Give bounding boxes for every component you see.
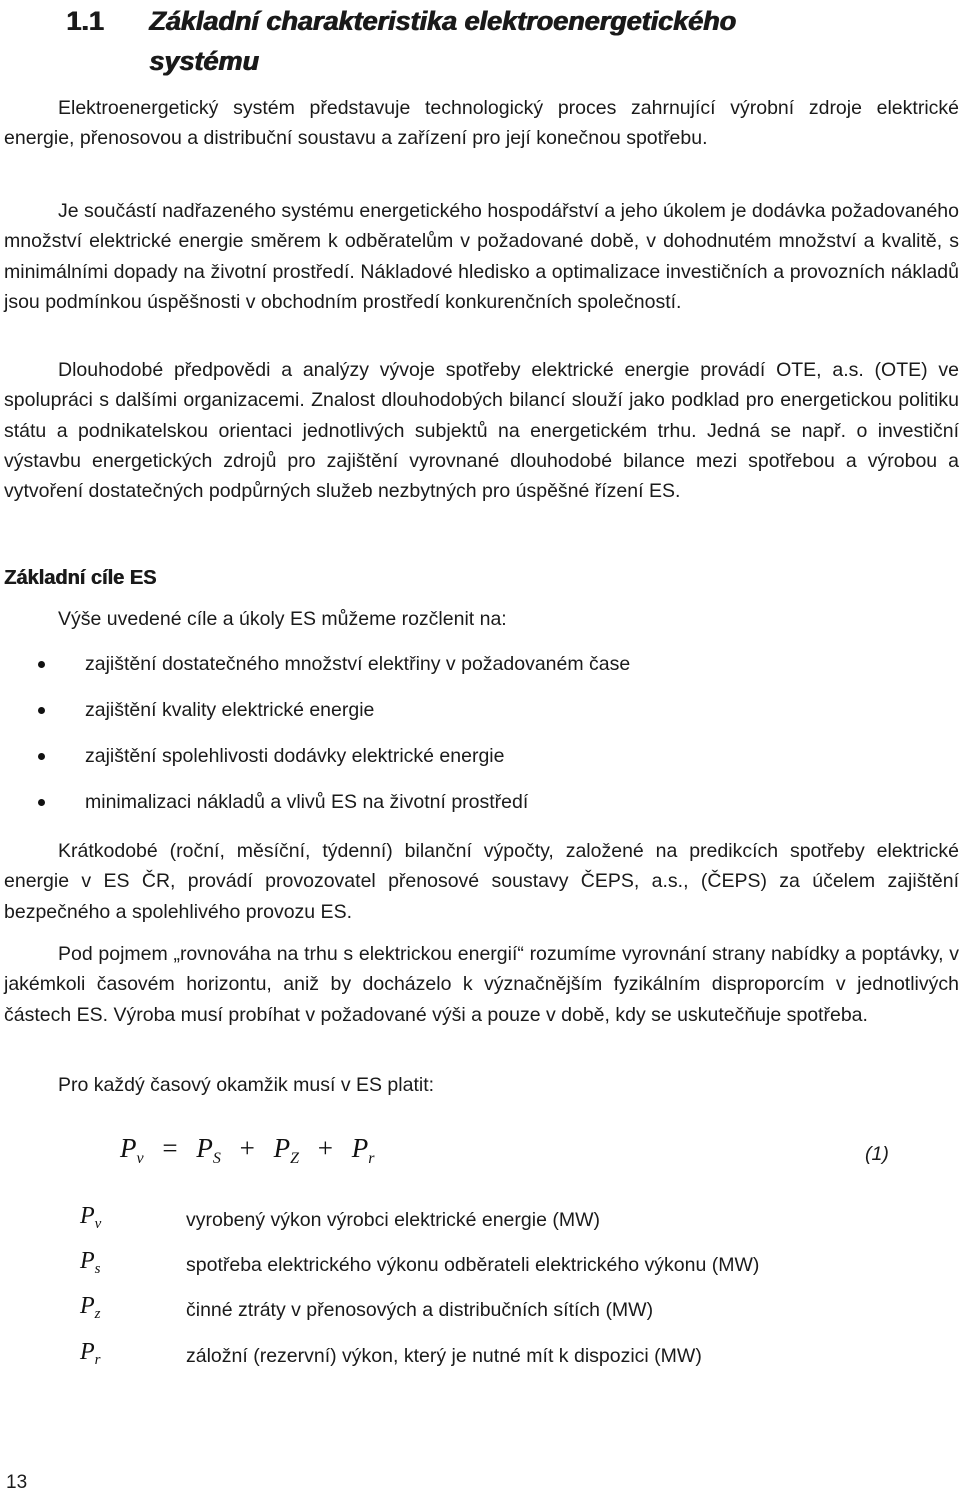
- legend-description: činné ztráty v přenosových a distribučních sítích (MW): [186, 1299, 654, 1321]
- legend-symbol: $P_z$: [80, 1293, 101, 1322]
- paragraph-5: Pod pojmem „rovnováha na trhu s elektrickou energií“ rozumíme vyrovnání strany nabídky a poptávky, v jakémkoli časovém horizontu, aniž by docházelo k význačnějším fyzikálním disproporcím v jednotlivých částech ES. Výroba musí probíhat v požadované výši a pouze v době, kdy se uskutečňuje spotřeba.: [4, 943, 959, 1026]
- list-item: zajištění spolehlivosti dodávky elektrické energie: [0, 741, 960, 787]
- paragraph-6: Pro každý časový okamžik musí v ES platit:: [58, 1074, 435, 1096]
- legend-symbol: $P_v$: [80, 1203, 102, 1232]
- section-number: 1.1: [66, 6, 104, 36]
- legend-symbol: $P_s$: [80, 1248, 101, 1277]
- legend-symbol: $P_r$: [80, 1339, 101, 1368]
- page-number: 13: [6, 1472, 28, 1493]
- legend-row: [0, 1293, 960, 1337]
- legend-description: záložní (rezervní) výkon, který je nutné mít k dispozici (MW): [186, 1345, 702, 1367]
- legend-description: spotřeba elektrického výkonu odběrateli elektrického výkonu (MW): [186, 1254, 760, 1276]
- subheading-goals: Základní cíle ES: [4, 567, 157, 589]
- paragraph-4: Krátkodobé (roční, měsíční, týdenní) bilanční výpočty, založené na predikcích spotřeby elektrické energie v ES ČR, provádí provozovatel přenosové soustavy ČEPS, a.s., (ČEPS) za účelem zajištění bezpečného a spolehlivého provozu ES.: [4, 840, 959, 923]
- bullets-intro: Výše uvedené cíle a úkoly ES můžeme rozčlenit na:: [58, 608, 507, 630]
- paragraph-1: Elektroenergetický systém představuje technologický proces zahrnující výrobní zdroje elektrické energie, přenosovou a distribuční soustavu a zařízení pro její konečnou spotřebu.: [4, 97, 959, 150]
- legend-row: [0, 1248, 960, 1292]
- section-title-line1: Základní charakteristika elektroenergetického: [149, 6, 736, 36]
- legend-description: vyrobený výkon výrobci elektrické energie (MW): [186, 1209, 600, 1231]
- legend-row: [0, 1339, 960, 1383]
- bullet-icon: [38, 753, 45, 760]
- legend-row: [0, 1203, 960, 1247]
- bullet-icon: [38, 799, 45, 806]
- section-title-line2: systému: [149, 46, 259, 76]
- paragraph-3: Dlouhodobé předpovědi a analýzy vývoje spotřeby elektrické energie provádí OTE, a.s. (OTE) ve spolupráci s dalšími organizacemi. Znalost dlouhodobých bilancí slouží jako podklad pro energetickou politiku státu a podnikatelskou orientaci jednotlivých subjektů na energetickém trhu. Jedná se např. o investiční výstavbu energetických zdrojů pro zajištění vyrovnané dlouhodobé bilance mezi spotřebou a výrobou a vytvoření dostatečných podpůrných služeb nezbytných pro úspěšné řízení ES.: [4, 359, 959, 503]
- paragraph-2: Je součástí nadřazeného systému energetického hospodářství a jeho úkolem je dodávka požadovaného množství elektrické energie směrem k odběratelům v požadované době, v dohodnutém množství a kvalitě, s minimálními dopady na životní prostředí. Nákladové hledisko a optimalizace investičních a provozních nákladů jsou podmínkou úspěšnosti v obchodním prostředí konkurenčních společností.: [4, 200, 959, 313]
- power-balance-equation: $P_v = P_S + P_Z + P_r$: [120, 1133, 375, 1167]
- list-item: minimalizaci nákladů a vlivů ES na životní prostředí: [0, 787, 960, 833]
- bullet-icon: [38, 661, 45, 668]
- bullet-icon: [38, 707, 45, 714]
- equation-number: (1): [865, 1143, 889, 1165]
- list-item: zajištění dostatečného množství elektřiny v požadovaném čase: [0, 649, 960, 695]
- goals-list: [0, 649, 960, 833]
- list-item: zajištění kvality elektrické energie: [0, 695, 960, 741]
